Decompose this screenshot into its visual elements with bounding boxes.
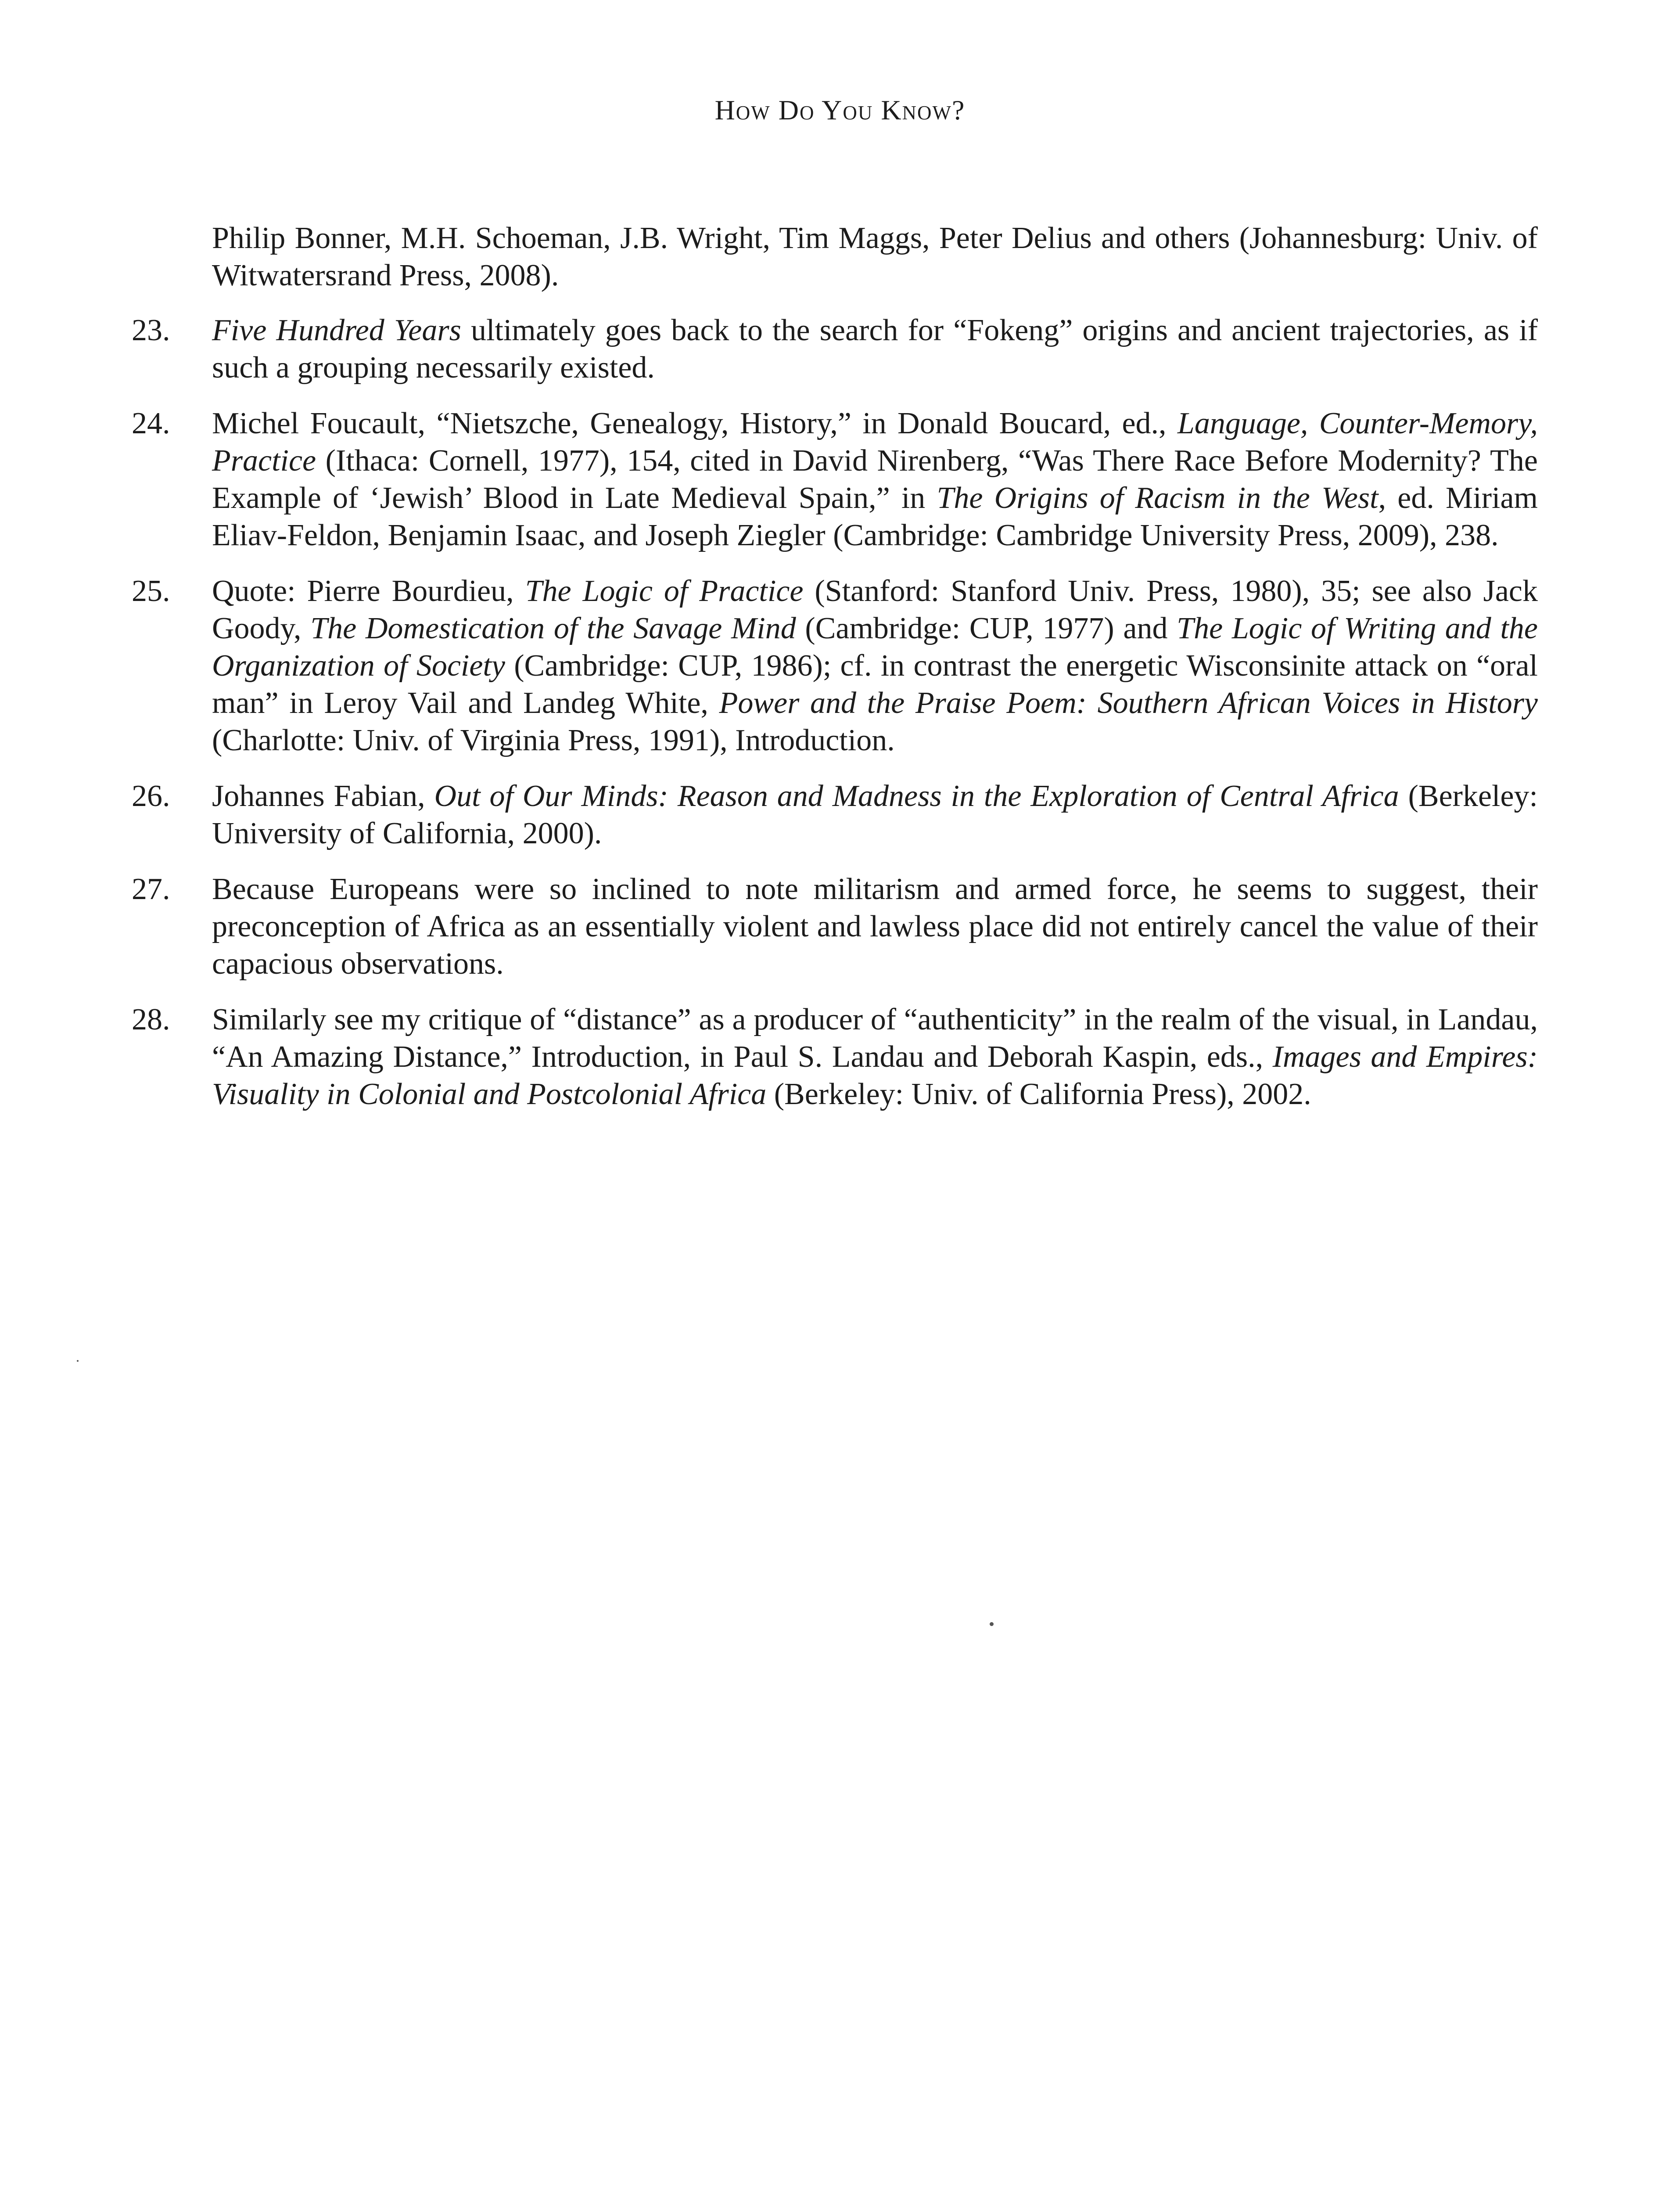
endnote-number: 28. bbox=[132, 1003, 170, 1036]
note-text-run: Michel Foucault, “Nietszche, Genealogy, History,” in Donald Boucard, ed., bbox=[212, 407, 1177, 440]
endnote-text bbox=[212, 777, 1538, 852]
note-text-run: (Berkeley: Univ. of California Press), 2002. bbox=[766, 1077, 1311, 1111]
cited-title: Out of Our Minds: Reason and Madness in the Exploration of Central Africa bbox=[434, 779, 1399, 813]
endnote bbox=[132, 572, 1538, 759]
cited-title: Language, Counter-Memory, Practice bbox=[212, 407, 1538, 478]
endnote-number: 25. bbox=[132, 574, 170, 608]
cited-title: The Logic of Writing and the Organization of Society bbox=[212, 612, 1538, 683]
endnote-number: 26. bbox=[132, 779, 170, 813]
scan-speck bbox=[77, 1360, 79, 1362]
cited-title: The Origins of Racism in the West bbox=[937, 481, 1378, 515]
cited-title: The Logic of Practice bbox=[525, 574, 804, 608]
endnote-text bbox=[212, 871, 1538, 982]
note-text-run: (Charlotte: Univ. of Virginia Press, 1991), Introduction. bbox=[212, 723, 895, 757]
note-text-run: , ed. Miriam Eliav-Feldon, Benjamin Isaac, and Joseph Ziegler (Cambridge: Cambridge University Press, 2009), 238. bbox=[212, 481, 1538, 552]
note-text-run: Johannes Fabian, bbox=[212, 779, 434, 813]
cited-title: Power and the Praise Poem: Southern African Voices in History bbox=[719, 686, 1538, 720]
note-text-run: (Ithaca: Cornell, 1977), 154, cited in David Nirenberg, “Was There Race Before Modernity? The Example of ‘Jewish’ Blood in Late Medieval Spain,” in bbox=[212, 444, 1538, 515]
endnotes-list bbox=[132, 220, 1538, 1131]
note-text-run: (Cambridge: CUP, 1986); cf. in contrast the energetic Wisconsinite attack on “oral man” in Leroy Vail and Landeg White, bbox=[212, 649, 1538, 720]
endnote bbox=[132, 405, 1538, 554]
endnote-number: 24. bbox=[132, 407, 170, 440]
note-text-run: Similarly see my critique of “distance” as a producer of “authenticity” in the realm of the visual, in Landau, “An Amazing Distance,” Introduction, in Paul S. Landau and Deborah Kaspin, eds., bbox=[212, 1003, 1538, 1074]
endnote-text bbox=[212, 405, 1538, 554]
note-text-run: Philip Bonner, M.H. Schoeman, J.B. Wright, Tim Maggs, Peter Delius and others (Johannesburg: Univ. of Witwatersrand Press, 2008). bbox=[212, 221, 1538, 292]
note-text-run: Because Europeans were so inclined to note militarism and armed force, he seems to suggest, their preconception of Africa as an essentially violent and lawless place did not entirely cancel the value of their capacious observations. bbox=[212, 872, 1538, 981]
endnote-number: 23. bbox=[132, 313, 170, 347]
endnote-text bbox=[212, 1001, 1538, 1113]
endnote-text bbox=[212, 220, 1538, 294]
note-text-run: ultimately goes back to the search for “Fokeng” origins and ancient trajectories, as if such a grouping necessarily existed. bbox=[212, 313, 1538, 385]
endnote bbox=[132, 312, 1538, 386]
endnote-text bbox=[212, 572, 1538, 759]
endnote bbox=[132, 777, 1538, 852]
cited-title: The Domestication of the Savage Mind bbox=[310, 612, 796, 645]
note-text-run: (Berkeley: University of California, 2000). bbox=[212, 779, 1538, 850]
scan-speck bbox=[990, 1622, 994, 1626]
running-head: How Do You Know? bbox=[714, 94, 966, 126]
note-text-run: (Cambridge: CUP, 1977) and bbox=[796, 612, 1177, 645]
endnote bbox=[132, 871, 1538, 982]
cited-title: Five Hundred Years bbox=[212, 313, 461, 347]
endnote-number: 27. bbox=[132, 872, 170, 906]
endnote-continuation bbox=[178, 220, 1538, 294]
cited-title: Images and Empires: Visuality in Colonial and Postcolonial Africa bbox=[212, 1040, 1538, 1111]
endnote bbox=[132, 1001, 1538, 1113]
endnote-text bbox=[212, 312, 1538, 386]
note-text-run: Quote: Pierre Bourdieu, bbox=[212, 574, 525, 608]
note-text-run: (Stanford: Stanford Univ. Press, 1980), 35; see also Jack Goody, bbox=[212, 574, 1538, 645]
